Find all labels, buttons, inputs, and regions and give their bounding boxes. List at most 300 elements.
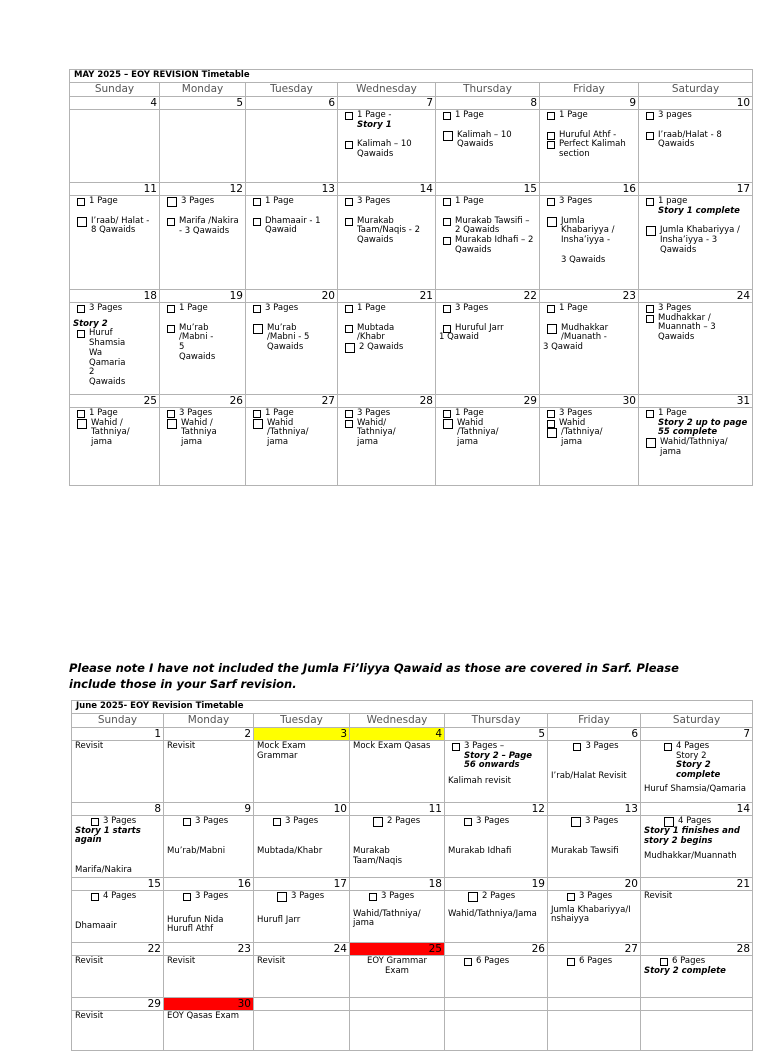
june-title: June 2025- EOY Revision Timetable [72,701,753,714]
task-item: 1 Page [249,197,334,207]
day-cell [540,109,639,182]
task-text: Murakab Taam/Naqis [353,845,403,866]
task-text: Hurufl Jarr [257,914,301,925]
task-text: Dhamaair [75,920,117,931]
checkbox-icon[interactable] [547,420,555,428]
task-text: Revisit [75,955,104,966]
date-number: 22 [72,942,164,955]
task-item: 3 Pages [163,409,242,419]
task-text: Jumla Khabariyya/Inshaiyya [551,904,631,925]
day-cell [70,195,160,289]
date-number: 23 [164,942,254,955]
day-cell [540,195,639,289]
date-number [641,997,753,1010]
checkbox-icon[interactable] [345,325,353,333]
day-cell [164,1010,254,1050]
day-cell [164,815,254,877]
task-item: 6 Pages [448,957,544,967]
checkbox-icon[interactable] [646,438,656,448]
task-item: 4 Pages [75,892,160,902]
checkbox-icon[interactable] [443,305,451,313]
task-text: Mock Exam Qasas [353,740,431,751]
date-number: 20 [548,877,641,890]
day-cell [350,815,445,877]
task-text: EOY Qasas Exam [167,1010,240,1021]
checkbox-icon[interactable] [345,112,353,120]
june-timetable [71,700,753,1051]
checkbox-icon[interactable] [345,218,353,226]
date-number: 26 [445,942,548,955]
date-number: 13 [246,182,338,195]
day-header: Sunday [70,82,160,96]
task-item: 3 Pages [341,409,432,419]
checkbox-icon[interactable] [253,419,263,429]
checkbox-icon[interactable] [646,198,654,206]
day-cell [246,109,338,182]
task-item: 1 Page [543,304,635,314]
task-item: 1 Page [439,409,536,419]
task-item: 3 Pages [167,817,250,827]
day-cell [639,195,753,289]
checkbox-icon[interactable] [547,112,555,120]
task-text: 1 Qawaid [439,332,479,343]
task-item: 1 Page Story 2 up to page 55 complete [642,409,749,438]
date-number-highlighted: 30 [164,997,254,1010]
task-item: Jumla Khabariyya / Insha’iyya - 3 Qawaids [642,226,749,255]
date-number: 9 [164,802,254,815]
checkbox-icon[interactable] [547,141,555,149]
date-number: 13 [548,802,641,815]
date-number: 20 [246,289,338,302]
date-number: 14 [641,802,753,815]
checkbox-icon[interactable] [646,315,654,323]
checkbox-icon[interactable] [443,237,451,245]
day-cell [548,890,641,942]
task-text: Hurufun Nida Hurufl Athf [167,914,224,935]
task-item: 3 Pages [551,742,637,752]
checkbox-icon[interactable] [345,420,353,428]
day-cell [641,740,753,802]
date-number: 1 [72,727,164,740]
task-item: 3 Pages [448,817,544,827]
task-item: Huruful Athf - [543,131,635,141]
task-item: 3 Pages [257,892,346,902]
checkbox-icon[interactable] [167,197,177,207]
date-number: 12 [445,802,548,815]
checkbox-icon[interactable] [345,305,353,313]
checkbox-icon[interactable] [277,892,287,902]
checkbox-icon[interactable] [443,131,453,141]
date-number: 23 [540,289,639,302]
checkbox-icon[interactable] [573,743,581,751]
day-cell [72,740,164,802]
day-cell [70,109,160,182]
day-cell [350,955,445,997]
date-number: 11 [350,802,445,815]
date-number: 10 [254,802,350,815]
checkbox-icon[interactable] [443,419,453,429]
day-cell [350,890,445,942]
story-label: Story 1 finishes and story 2 begins [644,825,741,846]
day-cell [338,195,436,289]
checkbox-icon[interactable] [77,410,85,418]
date-number: 12 [160,182,246,195]
task-item: 3 Pages [341,197,432,207]
day-header: Monday [160,82,246,96]
date-number [445,997,548,1010]
task-item: Murakab Tawsifi – 2 Qawaids [439,217,536,237]
task-text: Revisit [167,955,196,966]
checkbox-icon[interactable] [660,958,668,966]
task-item: 3 Pages [543,197,635,207]
task-text: Revisit [644,890,673,901]
checkbox-icon[interactable] [91,818,99,826]
checkbox-icon[interactable] [253,410,261,418]
checkbox-icon[interactable] [464,818,472,826]
task-item: 3 Pages [167,892,250,902]
checkbox-icon[interactable] [547,428,557,438]
checkbox-icon[interactable] [167,325,175,333]
checkbox-icon[interactable] [345,410,353,418]
date-number: 5 [160,96,246,109]
task-item: Wahid /Tathniya/ jama [439,419,536,448]
checkbox-icon[interactable] [253,218,261,226]
date-number [548,997,641,1010]
task-item: Wahid/ Tathniya/ jama [341,419,432,448]
task-item: Dhamaair - 1 Qawaid [249,217,334,237]
task-item: 3 Pages [551,817,637,827]
task-item: 3 Pages [73,304,156,314]
day-cell [72,815,164,877]
date-number: 27 [548,942,641,955]
task-item: Wahid [543,419,635,429]
checkbox-icon[interactable] [443,198,451,206]
checkbox-icon[interactable] [571,817,581,827]
day-cell [246,302,338,394]
day-header: Saturday [641,713,753,727]
day-cell [445,740,548,802]
date-number [350,997,445,1010]
date-number: 27 [246,394,338,407]
day-cell [548,1010,641,1050]
day-cell [639,302,753,394]
day-cell [246,407,338,485]
day-cell [160,109,246,182]
checkbox-icon[interactable] [91,893,99,901]
task-text: 3 Qawaid [543,342,583,353]
task-item: 1 Page [249,409,334,419]
checkbox-icon[interactable] [443,112,451,120]
checkbox-icon[interactable] [253,198,261,206]
day-cell [254,955,350,997]
task-item: 3 Pages [439,304,536,314]
day-cell [72,955,164,997]
checkbox-icon[interactable] [253,324,263,334]
story-label: Story 1 starts again [75,825,141,846]
task-item: Wahid/Tathniya/ jama [642,438,749,458]
date-number: 10 [639,96,753,109]
date-number: 31 [639,394,753,407]
checkbox-icon[interactable] [567,893,575,901]
date-number: 24 [254,942,350,955]
date-number: 11 [70,182,160,195]
checkbox-icon[interactable] [452,743,460,751]
task-item: Mudhakkar / Muannath – 3 Qawaids [642,314,749,343]
task-text: Revisit [75,1010,104,1021]
checkbox-icon[interactable] [167,419,177,429]
date-number: 19 [445,877,548,890]
day-header: Friday [540,82,639,96]
checkbox-icon[interactable] [373,817,383,827]
task-item: 1 Page [439,111,536,121]
date-number: 9 [540,96,639,109]
day-header: Friday [548,713,641,727]
task-item: Mu’rab /Mabni - 5 Qawaids [163,324,242,363]
date-number-highlighted: 3 [254,727,350,740]
task-item: 4 Pages [644,817,749,827]
date-number: 29 [72,997,164,1010]
checkbox-icon[interactable] [345,198,353,206]
task-item: 1 Page [73,409,156,419]
date-number: 15 [436,182,540,195]
day-cell [350,1010,445,1050]
checkbox-icon[interactable] [547,217,557,227]
task-item: 4 Pages Story 2 Story 2 complete [644,742,749,781]
task-item: I’raab/Halat - 8 Qawaids [642,131,749,151]
day-cell [641,890,753,942]
day-header: Wednesday [350,713,445,727]
task-item: 1 Page [543,111,635,121]
date-number: 18 [350,877,445,890]
date-number: 8 [72,802,164,815]
day-cell [641,815,753,877]
day-cell [164,955,254,997]
checkbox-icon[interactable] [646,410,654,418]
task-item: 3 Pages – Story 2 – Page 56 onwards [448,742,544,771]
task-item: Huruf Shamsia Wa Qamaria 2 Qawaids [73,329,156,388]
day-cell [338,302,436,394]
date-number: 17 [639,182,753,195]
task-text: Murakab Tawsifi [551,845,619,856]
checkbox-icon[interactable] [464,958,472,966]
day-cell [445,815,548,877]
checkbox-icon[interactable] [183,818,191,826]
task-text: Wahid/Tathniya/Jama [448,908,537,919]
checkbox-icon[interactable] [77,198,85,206]
day-cell [436,407,540,485]
task-item: Wahid / Tathniya jama [163,419,242,448]
checkbox-icon[interactable] [345,343,355,353]
checkbox-icon[interactable] [547,132,555,140]
checkbox-icon[interactable] [646,132,654,140]
day-header: Thursday [436,82,540,96]
checkbox-icon[interactable] [547,324,557,334]
day-header: Monday [164,713,254,727]
task-item: Wahid /Tathniya/ jama [249,419,334,448]
date-number: 7 [641,727,753,740]
day-cell [338,109,436,182]
task-text: Mubtada/Khabr [257,845,323,856]
date-number-highlighted: 4 [350,727,445,740]
date-number-highlighted: 25 [350,942,445,955]
date-number: 2 [164,727,254,740]
date-number: 8 [436,96,540,109]
day-cell [436,109,540,182]
date-number: 6 [548,727,641,740]
task-item: 1 Page - Story 1 [341,111,432,131]
task-item: 3 Pages [543,409,635,419]
checkbox-icon[interactable] [443,410,451,418]
date-number: 30 [540,394,639,407]
task-text: EOY Grammar Exam [366,955,428,976]
task-item: Marifa /Nakira - 3 Qawaids [163,217,242,237]
date-number [254,997,350,1010]
day-cell [639,109,753,182]
checkbox-icon[interactable] [77,217,87,227]
date-number: 25 [70,394,160,407]
day-cell [548,815,641,877]
task-item: 1 Page [73,197,156,207]
checkbox-icon[interactable] [183,893,191,901]
task-item: 3 Pages [642,304,749,314]
checkbox-icon[interactable] [547,410,555,418]
day-cell [70,407,160,485]
task-text: Revisit [257,955,286,966]
date-number: 17 [254,877,350,890]
checkbox-icon[interactable] [77,419,87,429]
checkbox-icon[interactable] [167,410,175,418]
task-item: 1 Page [163,304,242,314]
date-number: 22 [436,289,540,302]
task-item: I’raab/ Halat - 8 Qawaids [73,217,156,237]
task-text: Revisit [167,740,196,751]
task-item: 6 Pages [551,957,637,967]
date-number: 29 [436,394,540,407]
day-header: Thursday [445,713,548,727]
checkbox-icon[interactable] [646,112,654,120]
day-cell [254,740,350,802]
checkbox-icon[interactable] [646,226,656,236]
day-header: Saturday [639,82,753,96]
task-item: /Tathniya/ jama [543,428,635,448]
day-cell [70,302,160,394]
task-item: 2 Qawaids [341,343,432,353]
checkbox-icon[interactable] [664,743,672,751]
task-item: 2 Pages [448,892,544,902]
day-cell [641,955,753,997]
task-item: 3 Pages [75,817,160,827]
date-number: 5 [445,727,548,740]
checkbox-icon[interactable] [345,141,353,149]
day-cell [548,740,641,802]
date-number: 14 [338,182,436,195]
date-number: 19 [160,289,246,302]
day-cell [639,407,753,485]
date-number: 6 [246,96,338,109]
checkbox-icon[interactable] [468,892,478,902]
task-item: Murakab Idhafi – 2 Qawaids [439,236,536,256]
checkbox-icon[interactable] [547,305,555,313]
date-number: 21 [338,289,436,302]
day-cell [164,890,254,942]
day-cell [445,890,548,942]
date-number: 4 [70,96,160,109]
task-item: Kalimah – 10 Qawaids [341,140,432,160]
date-number: 24 [639,289,753,302]
task-item: Mubtada /Khabr [341,324,432,344]
task-text: Mock Exam Grammar [257,740,306,761]
date-number: 21 [641,877,753,890]
day-header: Tuesday [254,713,350,727]
checkbox-icon[interactable] [167,305,175,313]
task-item: 3 Pages [353,892,441,902]
checkbox-icon[interactable] [273,818,281,826]
may-title: MAY 2025 – EOY REVISION Timetable [70,70,753,83]
task-item: 3 Pages [249,304,334,314]
task-text: Wahid/Tathniya/ jama [353,908,421,929]
task-item: 3 Pages [551,892,637,902]
checkbox-icon[interactable] [443,218,451,226]
day-cell [436,195,540,289]
day-cell [254,1010,350,1050]
day-cell [246,195,338,289]
day-cell [540,407,639,485]
day-cell [160,407,246,485]
task-item: Huruful Jarr [439,324,536,334]
checkbox-icon[interactable] [369,893,377,901]
day-header: Wednesday [338,82,436,96]
task-item: 3 Pages [257,817,346,827]
checkbox-icon[interactable] [547,198,555,206]
day-cell [548,955,641,997]
date-number: 18 [70,289,160,302]
day-header: Tuesday [246,82,338,96]
task-text: Kalimah revisit [448,776,511,787]
task-item: 1 page Story 1 complete [642,197,749,217]
day-cell [350,740,445,802]
day-cell [254,890,350,942]
story-label: Story 2 [73,318,108,329]
task-item: Murakab Taam/Naqis - 2 Qawaids [341,217,432,246]
day-cell [641,1010,753,1050]
day-header: Sunday [72,713,164,727]
day-cell [445,1010,548,1050]
task-item: 6 Pages [644,957,749,967]
checkbox-icon[interactable] [567,958,575,966]
date-number: 15 [72,877,164,890]
day-cell [72,890,164,942]
task-text: Mudhakkar/Muannath [644,851,737,862]
checkbox-icon[interactable] [646,305,654,313]
day-cell [436,302,540,394]
date-number: 16 [540,182,639,195]
date-number: 7 [338,96,436,109]
date-number: 16 [164,877,254,890]
day-cell [540,302,639,394]
task-text: Revisit [75,740,104,751]
story-label: Story 2 complete [644,965,726,976]
checkbox-icon[interactable] [77,305,85,313]
task-item: Kalimah – 10 Qawaids [439,131,536,151]
checkbox-icon[interactable] [253,305,261,313]
day-cell [254,815,350,877]
may-timetable [69,69,753,486]
task-item: Mudhakkar /Muanath - [543,324,635,344]
checkbox-icon[interactable] [167,218,175,226]
day-cell [160,195,246,289]
checkbox-icon[interactable] [77,330,85,338]
task-text: I’rab/Halat Revisit [551,770,627,781]
